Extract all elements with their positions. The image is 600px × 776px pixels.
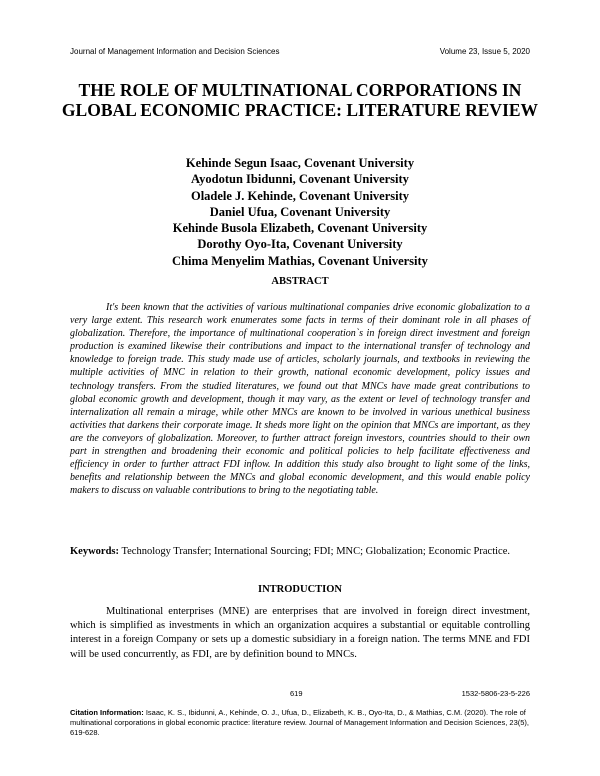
- author-line: Oladele J. Kehinde, Covenant University: [190, 188, 410, 203]
- keywords-label: Keywords:: [70, 546, 119, 557]
- journal-name: Journal of Management Information and Decision Sciences: [70, 47, 280, 56]
- author-list: [70, 155, 530, 269]
- keywords-text: Technology Transfer; International Sourcing; FDI; MNC; Globalization; Economic Practice.: [121, 546, 510, 557]
- citation-text: Isaac, K. S., Ibidunni, A., Kehinde, O. J., Ufua, D., Elizabeth, K. B., Oyo-Ita, D., & Mathias, C.M. (2020). The role of multinational corporations in global economic practice: literature review. Journal of Management Information and Decision Sciences, 23(5), 619-628.: [70, 708, 529, 737]
- keywords: [70, 545, 530, 559]
- running-header: [70, 47, 530, 56]
- author-line: Dorothy Oyo-Ita, Covenant University: [197, 237, 403, 252]
- author-line: Kehinde Busola Elizabeth, Covenant University: [172, 221, 428, 236]
- abstract-heading: ABSTRACT: [271, 276, 329, 287]
- volume-issue: Volume 23, Issue 5, 2020: [439, 47, 530, 56]
- introduction-heading: INTRODUCTION: [257, 584, 342, 595]
- introduction-text: Multinational enterprises (MNE) are enterprises that are involved in foreign direct investment, which is simplified as investments in which an organization acquires a substantial or equitable controlling interest in a foreign Company or sets up a domestic subsidiary in a foreign nation. The terms MNE and FDI will be used concurrently, as FDI, are by definition bound to MNCs.: [70, 606, 530, 660]
- author-line: Chima Menyelim Mathias, Covenant University: [172, 253, 428, 268]
- abstract-text: It's been known that the activities of various multinational companies drive economic globalization to a very large extent. This research work enumerates some facts in terms of their dominant role in all phases of globalization. Therefore, the importance of multinational cooperation`s in foreign direct investment and foreign production is examined likewise their contributions and impact to the international transfer of technology and knowledge to foreign trade. This study made use of articles, scholarly journals, and textbooks in reviewing the multiple activities of MNC in relation to their growth, national economic development, policy issues and technology transfers. From the studied literatures, we found out that MNCs have made great contributions to global economic growth and development, though it may vary, as the extent or level of technology transfer and internalization all remain a mirage, while other MNCs are known to be involved in various unethical business activities that darkens their corporate image. It sheds more light on the opinion that MNCs are important, as they are the conveyors of globalization. Moreover, to further attract foreign investors, countries should to their own part in strengthen and broadening their economic and political policies to help facilitate effectiveness and efficiency in order to further attract FDI inflow. In addition this study also brought to light some of the links, benefits and relationship between the MNCs and global economic development, and this would enable policy makers to discuss on valuable contributions to bring to the negotiating table.: [70, 302, 530, 497]
- citation-label: Citation Information:: [70, 708, 144, 717]
- author-line: Kehinde Segun Isaac, Covenant University: [185, 156, 415, 170]
- author-line: Daniel Ufua, Covenant University: [209, 204, 391, 219]
- citation-information: [70, 708, 530, 738]
- author-line: Ayodotun Ibidunni, Covenant University: [191, 172, 409, 187]
- page-number: 619: [290, 689, 303, 698]
- paper-title: THE ROLE OF MULTINATIONAL CORPORATIONS IN GLOBAL ECONOMIC PRACTICE: LITERATURE REVIEW: [61, 80, 539, 120]
- issn-code: 1532-5806-23-5-226: [461, 689, 530, 698]
